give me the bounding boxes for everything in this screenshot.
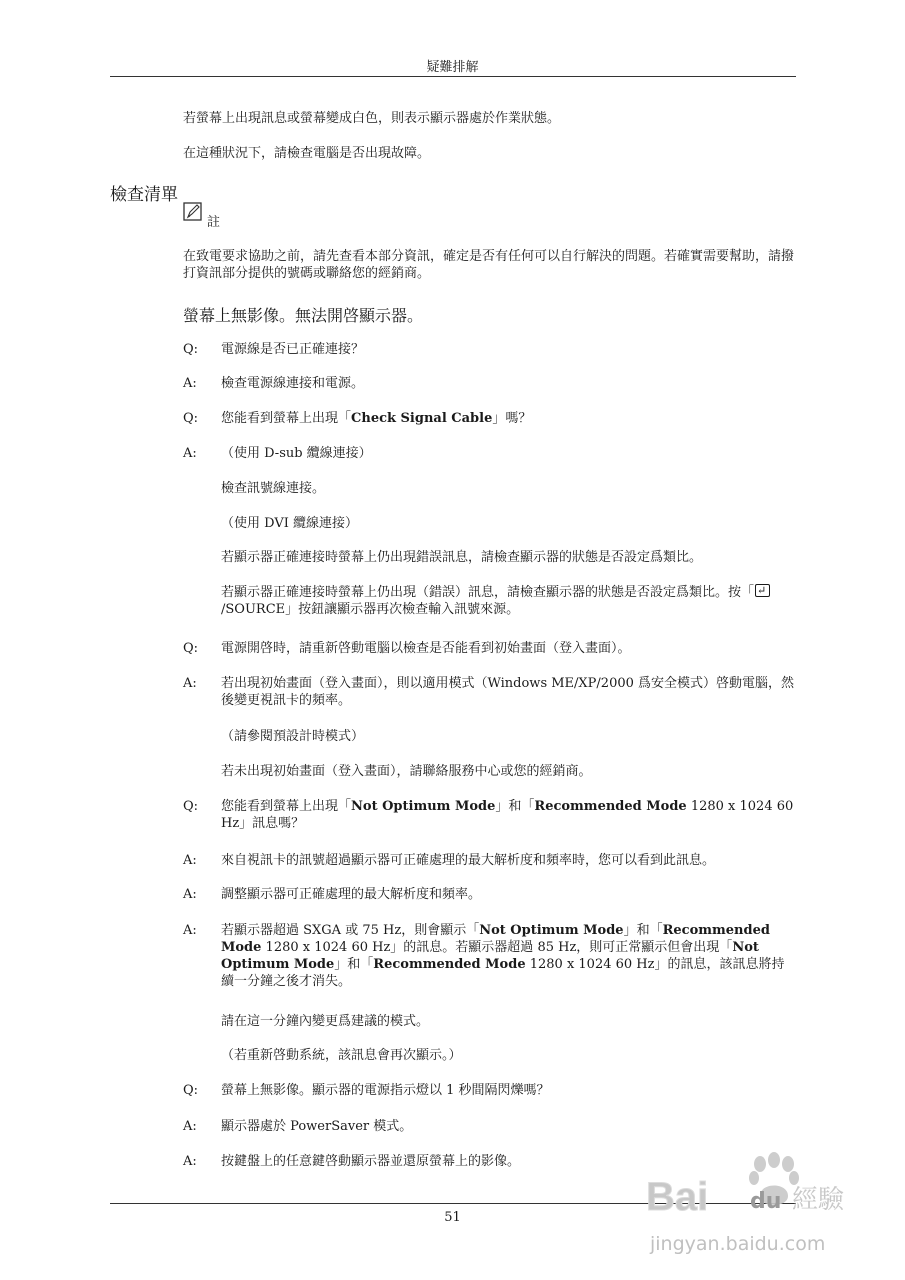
header-rule: [110, 76, 796, 77]
a5-text: 調整顯示器可正確處理的最大解析度和頻率。: [221, 887, 482, 902]
enter-key-icon: [755, 584, 770, 597]
watermark-brand-suffix: 經驗: [792, 1185, 845, 1215]
a2-line-4: 若顯示器正確連接時螢幕上仍出現錯誤訊息，請檢查顯示器的狀態是否設定爲類比。: [221, 550, 703, 565]
q2-label: Q:: [183, 411, 199, 426]
q5-text: 螢幕上無影像。顯示器的電源指示燈以 1 秒間隔閃爍嗎？: [221, 1083, 550, 1098]
q4-label: Q:: [183, 799, 199, 814]
q4-text: 您能看到螢幕上出現「Not Optimum Mode」和「Recommended Mode 1280 x 1024 60 Hz」訊息嗎？: [221, 799, 794, 831]
q3-label: Q:: [183, 641, 199, 656]
q2-text: 您能看到螢幕上出現「Check Signal Cable」嗎？: [221, 411, 532, 426]
subsection-title: 螢幕上無影像。無法開啓顯示器。: [183, 306, 424, 325]
intro-paragraph-1: 若螢幕上出現訊息或螢幕變成白色，則表示顯示器處於作業狀態。: [183, 111, 561, 126]
a1-text: 檢查電源線連接和電源。: [221, 376, 365, 391]
a2-line-2: 檢查訊號線連接。: [221, 481, 326, 496]
a3-line-3: 若未出現初始畫面（登入畫面），請聯絡服務中心或您的經銷商。: [221, 764, 592, 779]
a2-line-3: （使用 DVI 纜線連接）: [221, 516, 358, 531]
a6-line-2: 請在這一分鐘內變更爲建議的模式。: [221, 1014, 430, 1029]
a8-label: A:: [183, 1154, 197, 1169]
a2-label: A:: [183, 446, 197, 461]
q5-label: Q:: [183, 1083, 199, 1098]
a8-text: 按鍵盤上的任意鍵啓動顯示器並還原螢幕上的影像。: [221, 1154, 521, 1169]
a1-label: A:: [183, 376, 197, 391]
q3-text: 電源開啓時，請重新啓動電腦以檢查是否能看到初始畫面（登入畫面）。: [221, 641, 631, 656]
watermark-url: jingyan.baidu.com: [650, 1233, 826, 1255]
page-number: 51: [444, 1210, 461, 1225]
a7-label: A:: [183, 1119, 197, 1134]
intro-paragraph-2: 在這種狀況下，請檢查電腦是否出現故障。: [183, 146, 431, 161]
a4-label: A:: [183, 853, 197, 868]
a5-label: A:: [183, 887, 197, 902]
section-title: 檢查清單: [110, 185, 178, 205]
q1-text: 電源線是否已正確連接？: [221, 342, 365, 357]
svg-text:du: du: [750, 1189, 782, 1214]
page-header-title: 疑難排解: [426, 60, 479, 75]
a3-line-1: 若出現初始畫面（登入畫面），則以適用模式（Windows ME/XP/2000 爲安全模式）啓動電腦，然後變更視訊卡的頻率。: [221, 676, 795, 708]
note-icon: [183, 202, 203, 222]
q1-label: Q:: [183, 342, 199, 357]
a6-line-3: （若重新啓動系統，該訊息會再次顯示。）: [221, 1048, 462, 1063]
a7-text: 顯示器處於 PowerSaver 模式。: [221, 1119, 413, 1134]
a6-label: A:: [183, 923, 197, 938]
a3-line-2: （請參閱預設計時模式）: [221, 729, 365, 744]
a3-label: A:: [183, 676, 197, 691]
a2-line-5: 若顯示器正確連接時螢幕上仍出現（錯誤）訊息，請檢查顯示器的狀態是否設定爲類比。按「↵/SOURCE」按鈕讓顯示器再次檢查輸入訊號來源。: [221, 584, 796, 618]
a6-line-1: 若顯示器超過 SXGA 或 75 Hz，則會顯示「Not Optimum Mode」和「Recommended Mode 1280 x 1024 60 Hz」的訊息。若顯示器超過 85 Hz，則可正常顯示但會出現「Not Optimum Mode」和「Recommended Mode 1280 x 1024 60 Hz」的訊息，該訊息將持續一分鐘之後才消失。: [221, 923, 785, 989]
a2-line-1: （使用 D-sub 纜線連接）: [221, 446, 372, 461]
baidu-watermark: [642, 1150, 852, 1260]
note-text: 在致電要求協助之前，請先查看本部分資訊，確定是否有任何可以自行解決的問題。若確實需要幫助，請撥打資訊部分提供的號碼或聯絡您的經銷商。: [183, 249, 795, 281]
q2-bold: Check Signal Cable: [351, 411, 493, 426]
watermark-brand-prefix: Bai: [646, 1175, 709, 1219]
note-label: 註: [207, 215, 221, 230]
a4-text: 來自視訊卡的訊號超過顯示器可正確處理的最大解析度和頻率時，您可以看到此訊息。: [221, 853, 716, 868]
